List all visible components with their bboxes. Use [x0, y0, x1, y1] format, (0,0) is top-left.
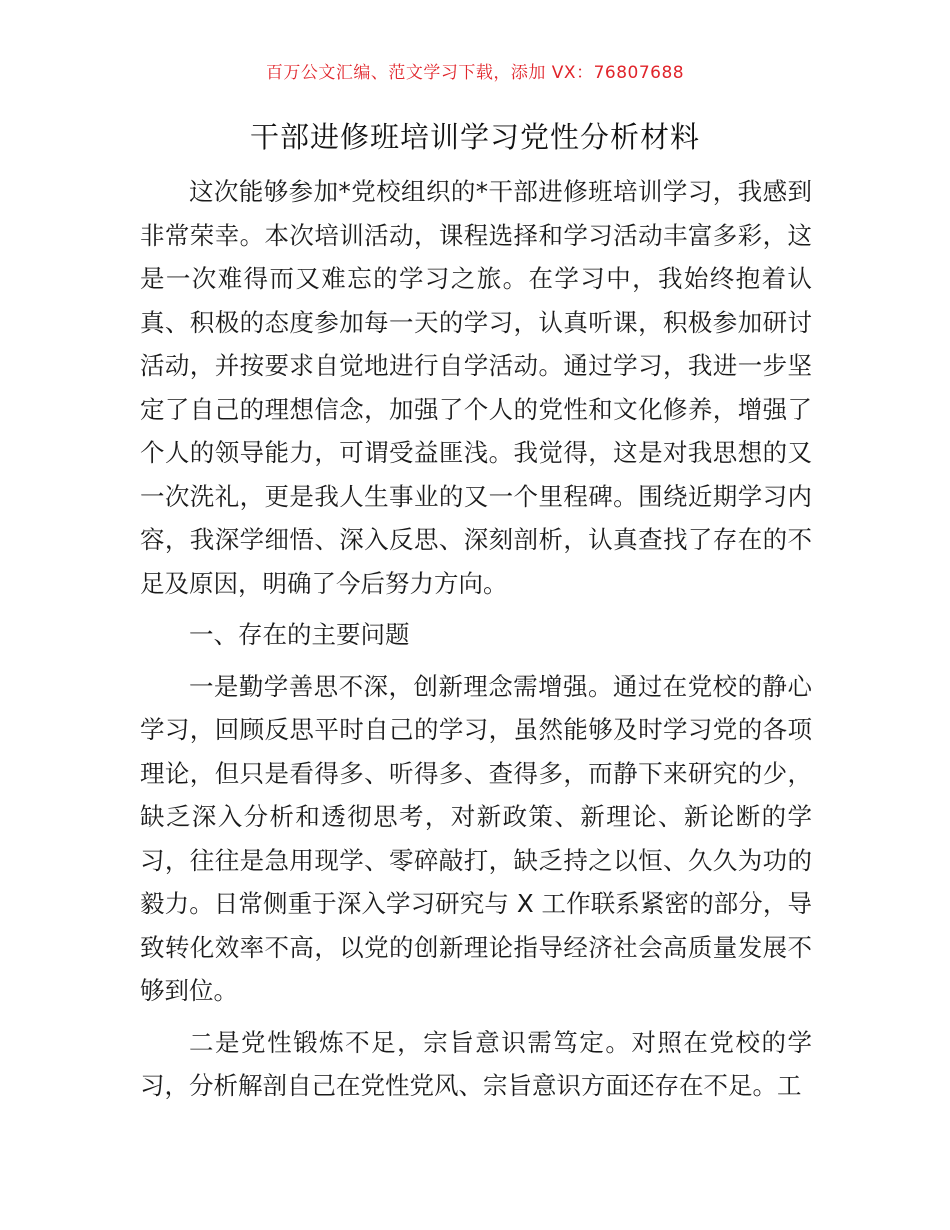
paragraph-problem-2: 二是党性锻炼不足，宗旨意识需笃定。对照在党校的学习，分析解剖自己在党性党风、宗旨意识方面还存在不足。工	[140, 1027, 812, 1100]
document-title: 干部进修班培训学习党性分析材料	[249, 120, 700, 154]
paragraph-problem-1: 一是勤学善思不深，创新理念需增强。通过在党校的静心学习，回顾反思平时自己的学习，虽然能够及时学习党的各项理论，但只是看得多、听得多、查得多，而静下来研究的少，缺乏深入分析和透彻思考，对新政策、新理论、新论断的学习，往往是急用现学、零碎敲打，缺乏持之以恒、久久为功的毅力。日常侧重于深入学习研究与 X 工作联系紧密的部分，导致转化效率不高，以党的创新理论指导经济社会高质量发展不够到位。	[140, 671, 812, 1005]
section-heading: 一、存在的主要问题	[189, 620, 410, 649]
paragraph-intro: 这次能够参加*党校组织的*干部进修班培训学习，我感到非常荣幸。本次培训活动，课程选择和学习活动丰富多彩，这是一次难得而又难忘的学习之旅。在学习中，我始终抱着认真、积极的态度参加每一天的学习，认真听课，积极参加研讨活动，并按要求自觉地进行自学活动。通过学习，我进一步坚定了自己的理想信念，加强了个人的党性和文化修养，增强了个人的领导能力，可谓受益匪浅。我觉得，这是对我思想的又一次洗礼，更是我人生事业的又一个里程碑。围绕近期学习内容，我深学细悟、深入反思、深刻剖析，认真查找了存在的不足及原因，明确了今后努力方向。	[140, 177, 812, 598]
header-banner: 百万公文汇编、范文学习下载，添加 VX：76807688	[265, 63, 685, 83]
document-body	[140, 170, 812, 1108]
